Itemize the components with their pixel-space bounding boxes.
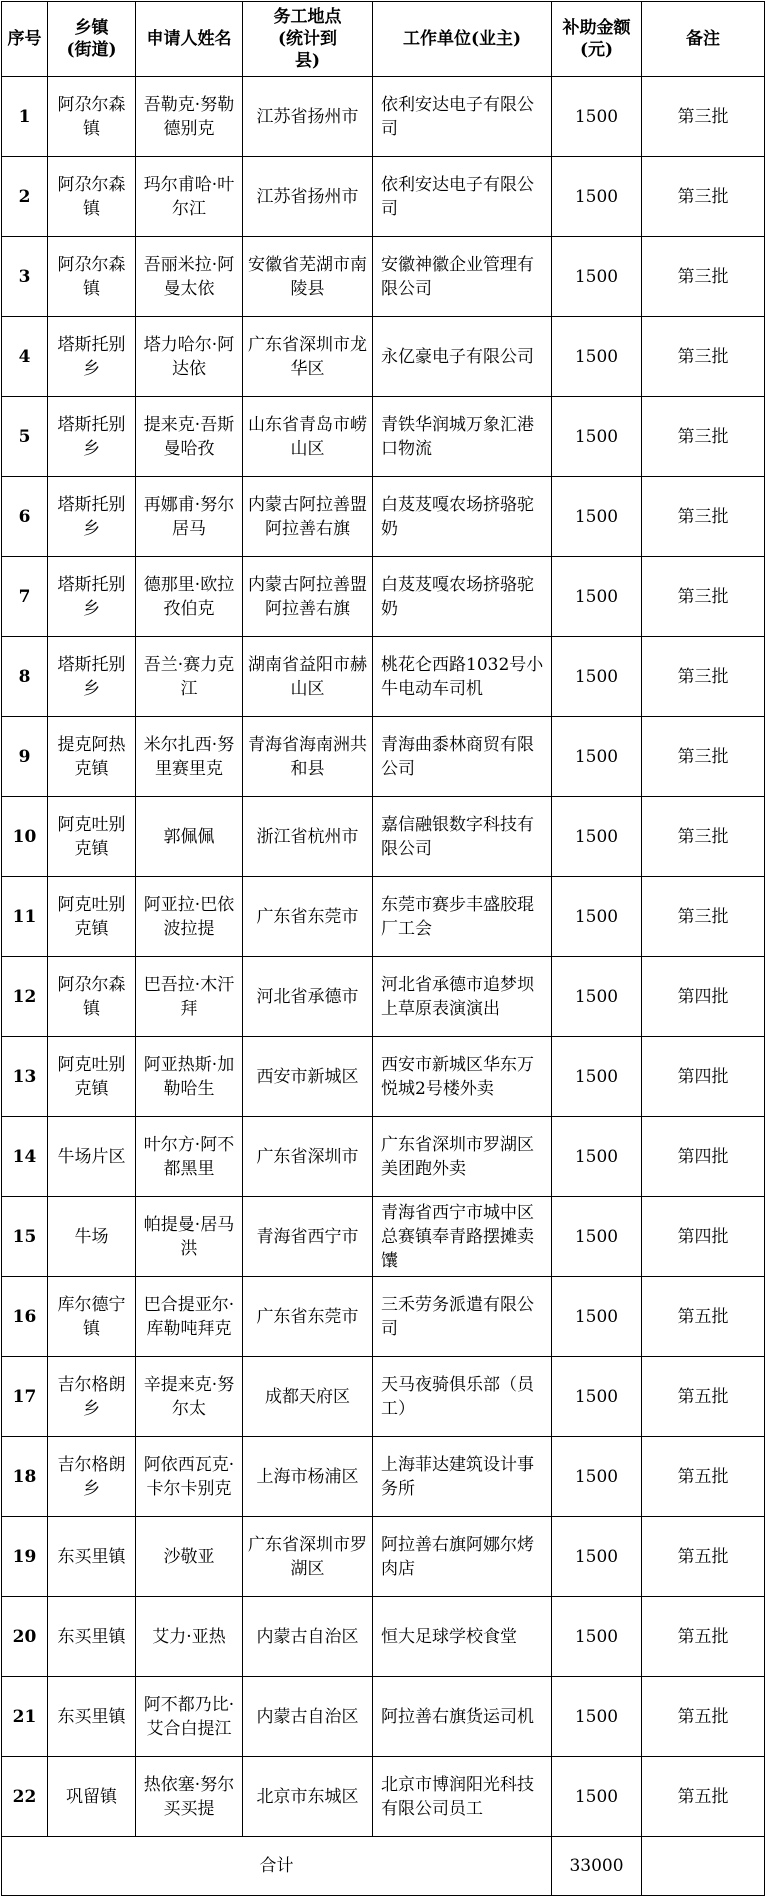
- subsidy-table: [1, 1, 765, 1896]
- cell-seq: 2: [2, 157, 48, 237]
- cell-note: 第三批: [642, 477, 765, 557]
- cell-employer: 东莞市赛步丰盛胶琨厂工会: [373, 877, 552, 957]
- table-row: [2, 557, 765, 637]
- cell-employer: 阿拉善右旗阿娜尔烤肉店: [373, 1517, 552, 1597]
- cell-town: 阿克吐别克镇: [48, 797, 136, 877]
- cell-amount: 1500: [552, 1277, 642, 1357]
- cell-seq: 17: [2, 1357, 48, 1437]
- cell-town: 塔斯托别乡: [48, 557, 136, 637]
- cell-seq: 18: [2, 1437, 48, 1517]
- cell-seq: 9: [2, 717, 48, 797]
- cell-name: 沙敬亚: [136, 1517, 243, 1597]
- cell-note: 第五批: [642, 1277, 765, 1357]
- cell-amount: 1500: [552, 1037, 642, 1117]
- cell-name: 郭佩佩: [136, 797, 243, 877]
- cell-workplace: 内蒙古自治区: [243, 1677, 373, 1757]
- cell-workplace: 江苏省扬州市: [243, 77, 373, 157]
- cell-amount: 1500: [552, 397, 642, 477]
- cell-name: 叶尔方·阿不都黑里: [136, 1117, 243, 1197]
- cell-name: 热依塞·努尔买买提: [136, 1757, 243, 1837]
- cell-workplace: 内蒙古阿拉善盟阿拉善右旗: [243, 477, 373, 557]
- cell-note: 第五批: [642, 1597, 765, 1677]
- cell-note: 第四批: [642, 1117, 765, 1197]
- cell-employer: 桃花仑西路1032号小牛电动车司机: [373, 637, 552, 717]
- cell-workplace: 内蒙古阿拉善盟阿拉善右旗: [243, 557, 373, 637]
- cell-town: 东买里镇: [48, 1597, 136, 1677]
- cell-note: 第三批: [642, 717, 765, 797]
- header-town: 乡镇 (街道): [48, 2, 136, 77]
- cell-workplace: 江苏省扬州市: [243, 157, 373, 237]
- cell-employer: 三禾劳务派遣有限公司: [373, 1277, 552, 1357]
- cell-employer: 白芨芨嘎农场挤骆驼奶: [373, 477, 552, 557]
- cell-town: 提克阿热克镇: [48, 717, 136, 797]
- cell-name: 德那里·欧拉孜伯克: [136, 557, 243, 637]
- cell-amount: 1500: [552, 477, 642, 557]
- cell-amount: 1500: [552, 157, 642, 237]
- cell-town: 阿克吐别克镇: [48, 877, 136, 957]
- table-row: [2, 1517, 765, 1597]
- cell-workplace: 广东省东莞市: [243, 1277, 373, 1357]
- table-body: [2, 77, 765, 1837]
- cell-town: 牛场: [48, 1197, 136, 1277]
- cell-note: 第五批: [642, 1677, 765, 1757]
- cell-name: 巴合提亚尔·库勒吨拜克: [136, 1277, 243, 1357]
- cell-name: 米尔扎西·努里赛里克: [136, 717, 243, 797]
- cell-name: 吾勒克·努勒德别克: [136, 77, 243, 157]
- cell-workplace: 青海省西宁市: [243, 1197, 373, 1277]
- table-row: [2, 1197, 765, 1277]
- cell-workplace: 内蒙古自治区: [243, 1597, 373, 1677]
- table-row: [2, 477, 765, 557]
- cell-seq: 5: [2, 397, 48, 477]
- header-employer: 工作单位(业主): [373, 2, 552, 77]
- total-note: [642, 1837, 765, 1896]
- cell-note: 第三批: [642, 637, 765, 717]
- cell-employer: 天马夜骑俱乐部（员工）: [373, 1357, 552, 1437]
- table-row: [2, 237, 765, 317]
- cell-seq: 3: [2, 237, 48, 317]
- table-row: [2, 317, 765, 397]
- cell-employer: 青铁华润城万象汇港口物流: [373, 397, 552, 477]
- cell-workplace: 湖南省益阳市赫山区: [243, 637, 373, 717]
- table-row: [2, 157, 765, 237]
- cell-workplace: 广东省深圳市: [243, 1117, 373, 1197]
- cell-seq: 22: [2, 1757, 48, 1837]
- table-row: [2, 1677, 765, 1757]
- cell-name: 再娜甫·努尔居马: [136, 477, 243, 557]
- cell-note: 第三批: [642, 317, 765, 397]
- cell-amount: 1500: [552, 77, 642, 157]
- cell-amount: 1500: [552, 1757, 642, 1837]
- cell-amount: 1500: [552, 1437, 642, 1517]
- cell-name: 阿不都乃比·艾合白提江: [136, 1677, 243, 1757]
- cell-employer: 白芨芨嘎农场挤骆驼奶: [373, 557, 552, 637]
- cell-seq: 13: [2, 1037, 48, 1117]
- cell-seq: 7: [2, 557, 48, 637]
- cell-seq: 6: [2, 477, 48, 557]
- cell-amount: 1500: [552, 957, 642, 1037]
- cell-name: 提来克·吾斯曼哈孜: [136, 397, 243, 477]
- cell-note: 第五批: [642, 1357, 765, 1437]
- cell-seq: 4: [2, 317, 48, 397]
- cell-note: 第五批: [642, 1437, 765, 1517]
- cell-amount: 1500: [552, 1677, 642, 1757]
- cell-employer: 安徽神徽企业管理有限公司: [373, 237, 552, 317]
- cell-employer: 依利安达电子有限公司: [373, 77, 552, 157]
- cell-note: 第四批: [642, 957, 765, 1037]
- cell-town: 库尔德宁镇: [48, 1277, 136, 1357]
- cell-workplace: 西安市新城区: [243, 1037, 373, 1117]
- cell-amount: 1500: [552, 1517, 642, 1597]
- cell-note: 第三批: [642, 157, 765, 237]
- table-row: [2, 1117, 765, 1197]
- cell-employer: 永亿豪电子有限公司: [373, 317, 552, 397]
- cell-town: 阿尕尔森镇: [48, 157, 136, 237]
- cell-town: 塔斯托别乡: [48, 637, 136, 717]
- cell-town: 阿尕尔森镇: [48, 77, 136, 157]
- cell-employer: 嘉信融银数字科技有限公司: [373, 797, 552, 877]
- cell-employer: 北京市博润阳光科技有限公司员工: [373, 1757, 552, 1837]
- cell-note: 第三批: [642, 77, 765, 157]
- cell-name: 吾兰·赛力克江: [136, 637, 243, 717]
- cell-amount: 1500: [552, 317, 642, 397]
- table-row: [2, 957, 765, 1037]
- table-row: [2, 1037, 765, 1117]
- table-row: [2, 397, 765, 477]
- cell-amount: 1500: [552, 1197, 642, 1277]
- cell-town: 吉尔格朗乡: [48, 1357, 136, 1437]
- cell-employer: 恒大足球学校食堂: [373, 1597, 552, 1677]
- cell-amount: 1500: [552, 1117, 642, 1197]
- cell-amount: 1500: [552, 877, 642, 957]
- total-amount: 33000: [552, 1837, 642, 1896]
- header-row: [2, 2, 765, 77]
- cell-employer: 西安市新城区华东万悦城2号楼外卖: [373, 1037, 552, 1117]
- cell-note: 第四批: [642, 1197, 765, 1277]
- cell-employer: 青海省西宁市城中区总赛镇奉青路摆摊卖馕: [373, 1197, 552, 1277]
- table-row: [2, 77, 765, 157]
- cell-workplace: 山东省青岛市崂山区: [243, 397, 373, 477]
- table-row: [2, 717, 765, 797]
- cell-town: 吉尔格朗乡: [48, 1437, 136, 1517]
- cell-name: 帕提曼·居马洪: [136, 1197, 243, 1277]
- cell-employer: 青海曲黍林商贸有限公司: [373, 717, 552, 797]
- cell-name: 阿亚热斯·加勒哈生: [136, 1037, 243, 1117]
- cell-note: 第三批: [642, 237, 765, 317]
- table-row: [2, 877, 765, 957]
- header-seq: 序号: [2, 2, 48, 77]
- cell-employer: 阿拉善右旗货运司机: [373, 1677, 552, 1757]
- cell-name: 阿依西瓦克·卡尔卡别克: [136, 1437, 243, 1517]
- header-amount: 补助金额 (元): [552, 2, 642, 77]
- cell-employer: 广东省深圳市罗湖区美团跑外卖: [373, 1117, 552, 1197]
- cell-seq: 14: [2, 1117, 48, 1197]
- cell-name: 艾力·亚热: [136, 1597, 243, 1677]
- cell-workplace: 安徽省芜湖市南陵县: [243, 237, 373, 317]
- cell-note: 第三批: [642, 397, 765, 477]
- header-workplace: 务工地点 (统计到 县): [243, 2, 373, 77]
- cell-workplace: 广东省深圳市罗湖区: [243, 1517, 373, 1597]
- cell-amount: 1500: [552, 637, 642, 717]
- cell-town: 塔斯托别乡: [48, 397, 136, 477]
- table-row: [2, 1757, 765, 1837]
- cell-seq: 11: [2, 877, 48, 957]
- cell-name: 辛提来克·努尔太: [136, 1357, 243, 1437]
- cell-note: 第三批: [642, 797, 765, 877]
- cell-name: 塔力哈尔·阿达依: [136, 317, 243, 397]
- cell-employer: 依利安达电子有限公司: [373, 157, 552, 237]
- cell-amount: 1500: [552, 237, 642, 317]
- cell-name: 玛尔甫哈·叶尔江: [136, 157, 243, 237]
- table-row: [2, 797, 765, 877]
- cell-name: 巴吾拉·木汗拜: [136, 957, 243, 1037]
- table-row: [2, 1597, 765, 1677]
- cell-workplace: 北京市东城区: [243, 1757, 373, 1837]
- table-row: [2, 1277, 765, 1357]
- cell-town: 巩留镇: [48, 1757, 136, 1837]
- cell-note: 第三批: [642, 877, 765, 957]
- cell-amount: 1500: [552, 557, 642, 637]
- total-label: 合计: [2, 1837, 552, 1896]
- cell-workplace: 河北省承德市: [243, 957, 373, 1037]
- cell-town: 东买里镇: [48, 1517, 136, 1597]
- table-row: [2, 1357, 765, 1437]
- cell-note: 第五批: [642, 1757, 765, 1837]
- table-row: [2, 1437, 765, 1517]
- cell-town: 塔斯托别乡: [48, 477, 136, 557]
- cell-employer: 上海菲达建筑设计事务所: [373, 1437, 552, 1517]
- cell-name: 阿亚拉·巴依波拉提: [136, 877, 243, 957]
- cell-town: 阿尕尔森镇: [48, 957, 136, 1037]
- cell-workplace: 青海省海南洲共和县: [243, 717, 373, 797]
- header-note: 备注: [642, 2, 765, 77]
- cell-town: 东买里镇: [48, 1677, 136, 1757]
- table-row: [2, 637, 765, 717]
- total-row: [2, 1837, 765, 1896]
- cell-seq: 12: [2, 957, 48, 1037]
- header-name: 申请人姓名: [136, 2, 243, 77]
- cell-seq: 20: [2, 1597, 48, 1677]
- cell-town: 塔斯托别乡: [48, 317, 136, 397]
- cell-town: 阿尕尔森镇: [48, 237, 136, 317]
- cell-note: 第三批: [642, 557, 765, 637]
- cell-seq: 8: [2, 637, 48, 717]
- cell-seq: 10: [2, 797, 48, 877]
- cell-seq: 15: [2, 1197, 48, 1277]
- cell-town: 牛场片区: [48, 1117, 136, 1197]
- cell-name: 吾丽米拉·阿曼太依: [136, 237, 243, 317]
- cell-workplace: 广东省东莞市: [243, 877, 373, 957]
- cell-workplace: 广东省深圳市龙华区: [243, 317, 373, 397]
- cell-seq: 16: [2, 1277, 48, 1357]
- cell-workplace: 上海市杨浦区: [243, 1437, 373, 1517]
- cell-amount: 1500: [552, 1357, 642, 1437]
- cell-seq: 1: [2, 77, 48, 157]
- cell-seq: 21: [2, 1677, 48, 1757]
- cell-workplace: 成都天府区: [243, 1357, 373, 1437]
- cell-town: 阿克吐别克镇: [48, 1037, 136, 1117]
- cell-workplace: 浙江省杭州市: [243, 797, 373, 877]
- cell-amount: 1500: [552, 1597, 642, 1677]
- cell-note: 第五批: [642, 1517, 765, 1597]
- cell-employer: 河北省承德市追梦坝上草原表演演出: [373, 957, 552, 1037]
- cell-amount: 1500: [552, 797, 642, 877]
- cell-seq: 19: [2, 1517, 48, 1597]
- cell-note: 第四批: [642, 1037, 765, 1117]
- cell-amount: 1500: [552, 717, 642, 797]
